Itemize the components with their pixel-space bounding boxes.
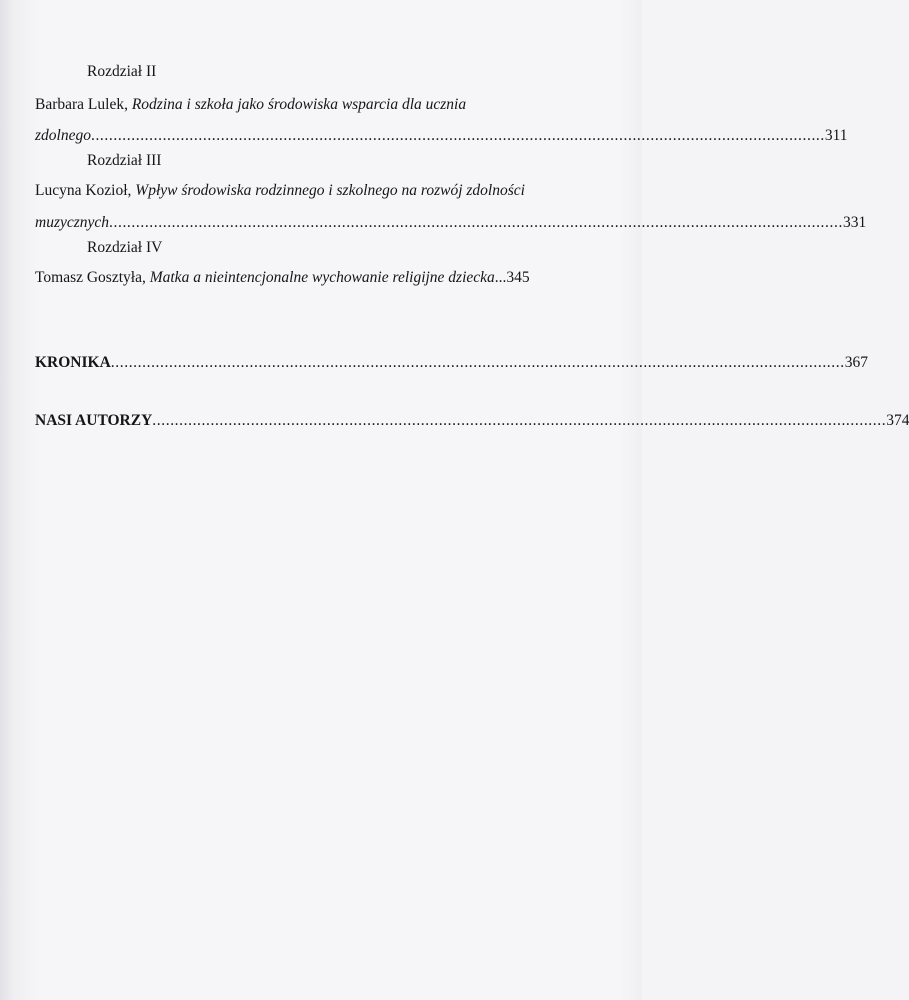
chapter-3-title-cont: muzycznych [35,214,110,231]
kronika-leader-dots: .................................................................................................................................................................... [110,354,845,371]
chapter-heading-3: Rozdział III [87,152,162,169]
chapter-3-page-number: 331 [842,214,867,231]
kronika-page-number: 367 [844,354,868,371]
chapter-2-title: Rodzina i szkoła jako środowiska wsparcia dla ucznia [131,96,467,113]
kronika-label: KRONIKA [35,354,111,371]
chapter-4-author: Tomasz Gosztyła, [35,269,150,286]
nasi-autorzy-page-number: 374 [886,412,909,429]
nasi-autorzy-label: NASI AUTORZY [35,412,153,429]
chapter-3-title: Wpływ środowiska rodzinnego i szkolnego na rozwój zdolności [135,182,525,199]
chapter-4-page-number: 345 [506,269,530,286]
chapter-heading-4: Rozdział IV [87,239,163,256]
chapter-heading-2: Rozdział II [87,63,157,80]
chapter-3-author: Lucyna Kozioł, [35,182,136,199]
chapter-2-leader-dots: .................................................................................................................................................................... [90,127,825,144]
chapter-3-entry-line1 [35,182,525,200]
nasi-autorzy-entry [35,412,909,430]
chapter-2-entry-line2 [35,127,848,145]
chapter-3-entry-line2 [35,214,867,232]
kronika-entry [35,354,868,372]
chapter-2-entry-line1 [35,96,466,114]
chapter-4-title: Matka a nieintencjonalne wychowanie religijne dziecka [149,269,495,286]
chapter-4-leader-dots: ... [494,269,507,286]
chapter-2-page-number: 311 [824,127,848,144]
chapter-4-entry-line [35,269,530,287]
chapter-3-leader-dots: .................................................................................................................................................................... [109,214,843,231]
chapter-2-title-cont: zdolnego [35,127,91,144]
nasi-autorzy-leader-dots: .................................................................................................................................................................... [152,412,887,429]
chapter-2-author: Barbara Lulek, [35,96,132,113]
